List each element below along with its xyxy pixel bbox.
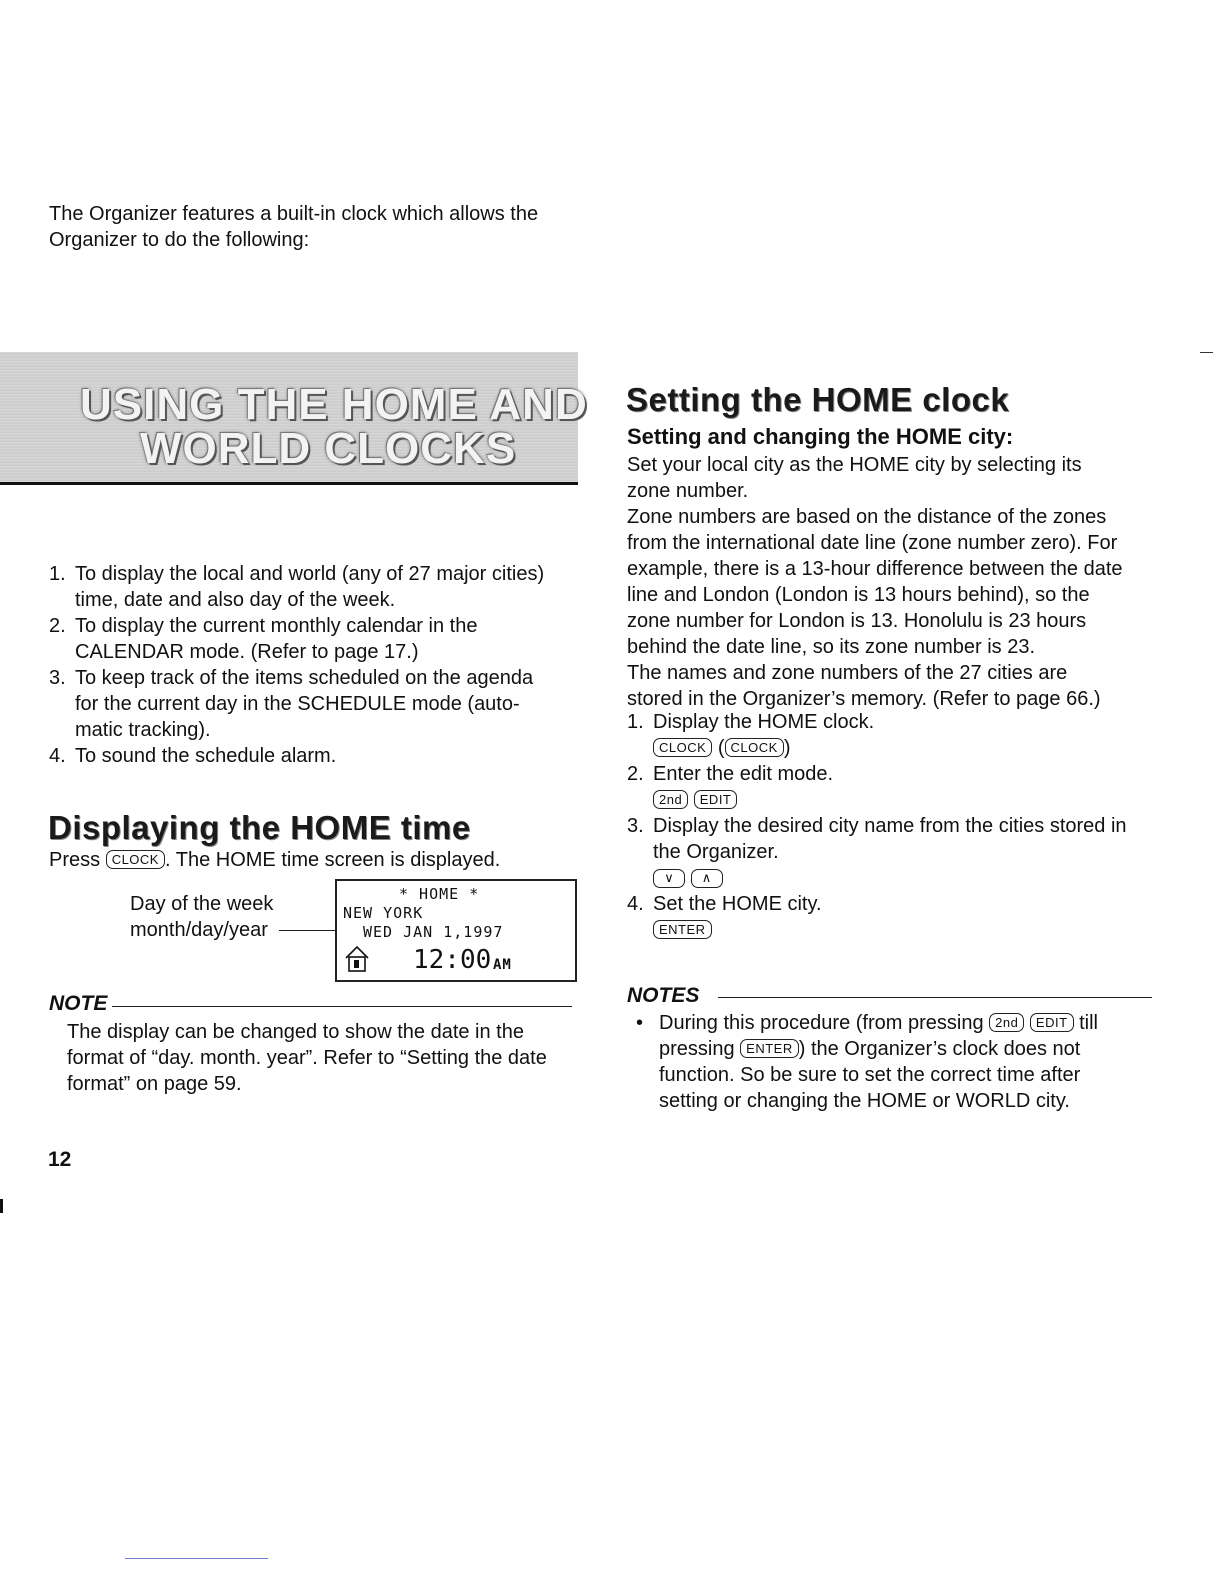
notes-text-segment: pressing <box>659 1038 735 1060</box>
paragraph-line: example, there is a 13-hour difference between the date <box>627 558 1123 580</box>
paragraph-line: The names and zone numbers of the 27 cities are <box>627 662 1068 684</box>
page-number: 12 <box>48 1148 72 1171</box>
notes-text-segment: ) the Organizer’s clock does not <box>798 1038 1081 1060</box>
paragraph-line: line and London (London is 13 hours behind), so the <box>627 584 1090 606</box>
step-line: Display the HOME clock. <box>653 711 875 733</box>
home-city-subheading: Setting and changing the HOME city: <box>627 424 1014 449</box>
intro-paragraph <box>49 201 538 253</box>
lcd-date-line: WED JAN 1,1997 <box>363 923 504 941</box>
list-item <box>49 561 589 613</box>
list-number: 4. <box>49 745 66 767</box>
step-item <box>627 709 1187 761</box>
step-line: Display the desired city name from the cities stored in <box>653 815 1127 837</box>
list-number: 3. <box>49 667 66 689</box>
enter-key: ENTER <box>653 920 712 939</box>
press-suffix: . The HOME time screen is displayed. <box>164 849 501 871</box>
list-line: To display the current monthly calendar in the <box>75 615 478 637</box>
step-number: 3. <box>627 815 644 837</box>
step-keys <box>653 787 833 813</box>
callout-arrow-line <box>279 930 339 931</box>
paragraph-line: Set your local city as the HOME city by selecting its <box>627 454 1082 476</box>
press-clock-instruction <box>49 847 500 873</box>
note-line: format of “day. month. year”. Refer to “Setting the date <box>67 1047 547 1069</box>
banner-title-line1: USING THE HOME AND <box>80 380 588 429</box>
list-item <box>49 743 589 769</box>
notes-text-segment: till <box>1079 1012 1098 1034</box>
clock-key: CLOCK <box>725 738 784 757</box>
intro-line: Organizer to do the following: <box>49 229 310 251</box>
notes-line: setting or changing the HOME or WORLD city. <box>659 1090 1070 1112</box>
notes-label: NOTES <box>627 984 700 1007</box>
step-number: 2. <box>627 763 644 785</box>
list-line: To display the local and world (any of 27 major cities) <box>75 563 545 585</box>
notes-line <box>659 1036 1098 1062</box>
step-line: the Organizer. <box>653 841 779 863</box>
press-prefix: Press <box>49 849 101 871</box>
bottom-rule <box>125 1558 268 1559</box>
lcd-city-line: NEW YORK <box>343 904 424 922</box>
list-line: To keep track of the items scheduled on the agenda <box>75 667 534 689</box>
step-keys <box>653 917 822 943</box>
list-line: CALENDAR mode. (Refer to page 17.) <box>75 641 419 663</box>
enter-key: ENTER <box>740 1039 799 1058</box>
paragraph-line: behind the date line, so its zone number is 23. <box>627 636 1036 658</box>
notes-rule <box>718 997 1152 998</box>
note-text <box>67 1019 547 1097</box>
step-number: 1. <box>627 711 644 733</box>
list-line: matic tracking). <box>75 719 211 741</box>
step-line: Set the HOME city. <box>653 893 822 915</box>
lcd-home-line: * HOME * <box>399 885 480 903</box>
margin-mark <box>0 1199 3 1213</box>
clock-key: CLOCK <box>653 738 712 757</box>
intro-line: The Organizer features a built-in clock which allows the <box>49 203 539 225</box>
list-number: 1. <box>49 563 66 585</box>
notes-bullet: • <box>636 1012 644 1034</box>
margin-tick <box>1200 352 1213 353</box>
step-keys: CLOCK ( CLOCK ) <box>653 735 874 761</box>
edit-key: EDIT <box>694 790 738 809</box>
feature-list <box>49 561 589 769</box>
notes-text-segment: During this procedure (from pressing <box>659 1012 984 1034</box>
home-city-paragraph <box>627 452 1123 712</box>
home-house-icon <box>343 944 371 974</box>
edit-key: EDIT <box>1030 1013 1074 1032</box>
step-keys <box>653 865 1127 891</box>
step-item <box>627 813 1187 891</box>
notes-line: function. So be sure to set the correct time after <box>659 1064 1081 1086</box>
step-number: 4. <box>627 893 644 915</box>
paragraph-line: stored in the Organizer’s memory. (Refer to page 66.) <box>627 688 1101 710</box>
list-line: for the current day in the SCHEDULE mode (auto- <box>75 693 520 715</box>
down-arrow-key-icon: ∨ <box>653 869 685 888</box>
2nd-key: 2nd <box>989 1013 1024 1032</box>
clock-key: CLOCK <box>106 850 165 869</box>
note-line: format” on page 59. <box>67 1073 242 1095</box>
notes-line <box>659 1010 1098 1036</box>
step-line: Enter the edit mode. <box>653 763 834 785</box>
paragraph-line: zone number. <box>627 480 749 502</box>
notes-text <box>636 1010 643 1036</box>
step-item <box>627 891 1187 943</box>
list-item <box>49 613 589 665</box>
callout-day-of-week: Day of the week <box>130 893 274 915</box>
list-item <box>49 665 589 743</box>
note-label: NOTE <box>49 992 108 1015</box>
paragraph-line: Zone numbers are based on the distance of the zones <box>627 506 1107 528</box>
lcd-ampm: AM <box>493 957 512 973</box>
note-line: The display can be changed to show the date in the <box>67 1021 524 1043</box>
paragraph-line: zone number for London is 13. Honolulu is 23 hours <box>627 610 1087 632</box>
home-time-lcd-screen <box>335 879 577 982</box>
chapter-banner <box>0 352 588 485</box>
banner-title-line2: WORLD CLOCKS <box>140 424 517 473</box>
2nd-key: 2nd <box>653 790 688 809</box>
step-item <box>627 761 1187 813</box>
list-number: 2. <box>49 615 66 637</box>
paragraph-line: from the international date line (zone number zero). For <box>627 532 1118 554</box>
displaying-home-time-heading: Displaying the HOME time <box>48 809 471 846</box>
notes-body <box>659 1010 1098 1114</box>
list-line: To sound the schedule alarm. <box>75 745 337 767</box>
setting-home-clock-heading: Setting the HOME clock <box>626 381 1010 418</box>
steps-list <box>627 709 1187 943</box>
callout-month-day-year: month/day/year <box>130 919 268 941</box>
list-line: time, date and also day of the week. <box>75 589 396 611</box>
lcd-time: 12:00 <box>413 945 492 975</box>
note-rule <box>112 1006 572 1007</box>
up-arrow-key-icon: ∧ <box>691 869 723 888</box>
